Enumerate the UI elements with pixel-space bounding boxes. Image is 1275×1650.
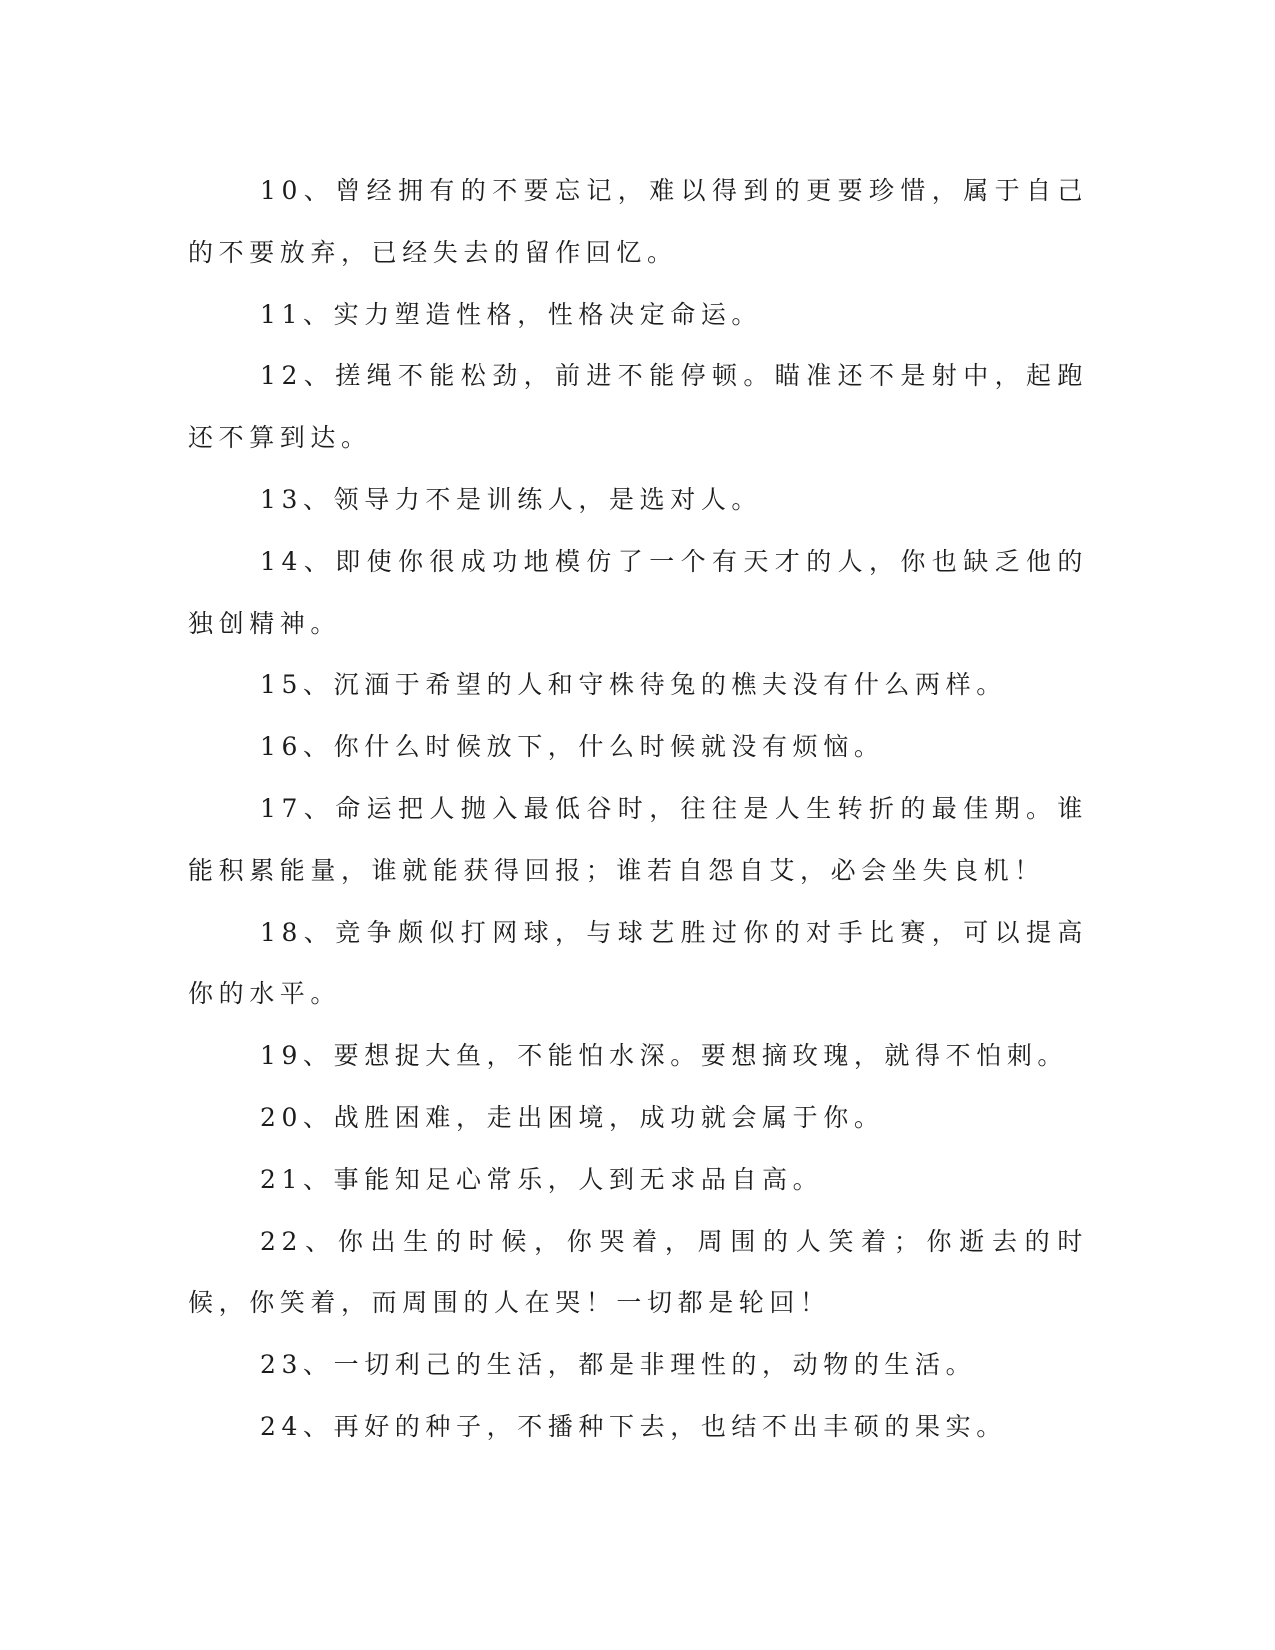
paragraph-16: 16、你什么时候放下，什么时候就没有烦恼。: [260, 732, 885, 762]
paragraph-22: 22、你出生的时候，你哭着，周围的人笑着；你逝去的时候，你笑着，而周围的人在哭！一切都是轮回！: [188, 1226, 1088, 1318]
paragraph-18: 18、竞争颇似打网球，与球艺胜过你的对手比赛，可以提高你的水平。: [188, 917, 1088, 1009]
paragraph-19: 19、要想捉大鱼，不能怕水深。要想摘玫瑰，就得不怕刺。: [260, 1041, 1069, 1071]
paragraph-21: 21、事能知足心常乐，人到无求品自高。: [260, 1164, 824, 1194]
paragraph-10: 10、曾经拥有的不要忘记，难以得到的更要珍惜，属于自己的不要放弃，已经失去的留作回忆。: [188, 176, 1088, 267]
paragraph-12: 12、搓绳不能松劲，前进不能停顿。瞄准还不是射中，起跑还不算到达。: [188, 361, 1088, 453]
document-body: [188, 160, 1088, 1458]
paragraph-15: 15、沉湎于希望的人和守株待兔的樵夫没有什么两样。: [260, 670, 1007, 700]
paragraph-14: 14、即使你很成功地模仿了一个有天才的人，你也缺乏他的独创精神。: [188, 546, 1088, 638]
paragraph-17: 17、命运把人抛入最低谷时，往往是人生转折的最佳期。谁能积累能量，谁就能获得回报；谁若自怨自艾，必会坐失良机！: [188, 793, 1088, 885]
paragraph-23: 23、一切利己的生活，都是非理性的，动物的生活。: [260, 1350, 977, 1380]
paragraph-11: 11、实力塑造性格，性格决定命运。: [260, 299, 763, 329]
paragraph-20: 20、战胜困难，走出困境，成功就会属于你。: [260, 1102, 885, 1132]
paragraph-13: 13、领导力不是训练人，是选对人。: [260, 484, 763, 514]
paragraph-24: 24、再好的种子，不播种下去，也结不出丰硕的果实。: [260, 1411, 1007, 1441]
